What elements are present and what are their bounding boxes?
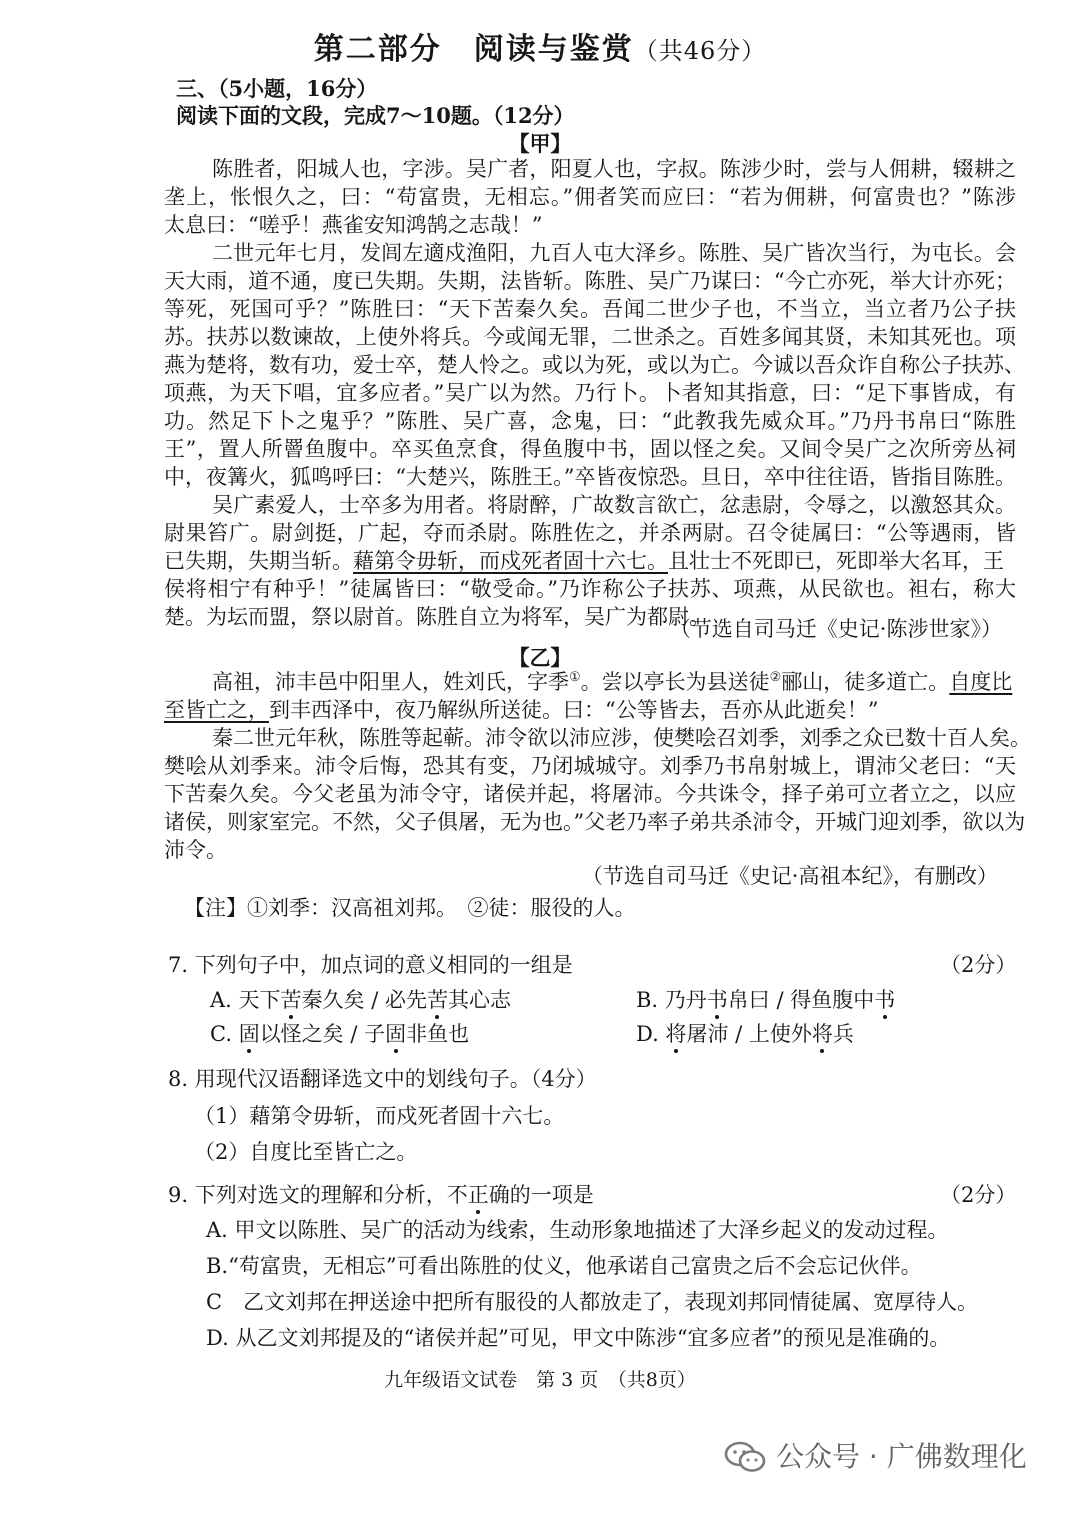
dotted-word: 书 (874, 985, 895, 1015)
passage-b-text: 郦山，徒多道亡。 (781, 670, 950, 694)
dotted-word: 书 (707, 985, 728, 1015)
passage-a-line: 项燕，为天下唱，宜多应者。”吴广以为然。乃行卜。卜者知其指意，曰：“足下事皆成，有 (164, 381, 1016, 405)
passage-a-line: 垄上，怅恨久之，曰：“苟富贵，无相忘。”佣者笑而应曰：“若为佣耕，何富贵也？”陈涉 (164, 185, 1016, 209)
question-7-points: （2分） (940, 953, 1017, 977)
passage-a-line-underlined (164, 546, 1016, 576)
option-text: 帛曰 / 得鱼腹中 (727, 988, 875, 1012)
passage-a-line: 二世元年七月，发闾左適戍渔阳，九百人屯大泽乡。陈胜、吴广皆次当行，为屯长。会 (212, 241, 1016, 265)
question-7-option-b (636, 985, 895, 1015)
watermark-text: 公众号 · 广佛数理化 (776, 1440, 1027, 1473)
passage-a-line: 尉果笞广。尉剑挺，广起，夺而杀尉。陈胜佐之，并杀两尉。召令徒属曰：“公等遇雨，皆 (164, 521, 1016, 545)
passage-a-line: 陈胜者，阳城人也，字涉。吴广者，阳夏人也，字叔。陈涉少时，尝与人佣耕，辍耕之 (212, 157, 1016, 181)
option-label: C. (210, 1022, 232, 1046)
question-8-sentence-2: （2）自度比至皆亡之。 (194, 1140, 418, 1164)
option-label: A. (210, 988, 232, 1012)
passage-a-line: 功。然足下卜之鬼乎？”陈胜、吴广喜，念鬼，曰：“此教我先威众耳。”乃丹书帛曰“陈胜 (164, 409, 1016, 433)
question-9-stem (168, 1180, 594, 1210)
part-score: （共46分） (633, 37, 767, 65)
passage-b-text: 高祖，沛丰邑中阳里人，姓刘氏，字季 (212, 670, 569, 694)
question-7-option-c (210, 1019, 469, 1049)
passage-b-marker: 【乙】 (508, 645, 572, 670)
question-8-stem: 8. 用现代汉语翻译选文中的划线句子。（4分） (168, 1067, 597, 1091)
passage-b-text: 。尝以亭长为县送徒 (580, 670, 770, 694)
question-8-sentence-1: （1）藉第令毋斩，而戍死者固十六七。 (194, 1104, 565, 1128)
page-footer: 九年级语文试卷 第 3 页 （共8页） (384, 1369, 696, 1391)
question-7-option-a (210, 985, 511, 1015)
part-title: 第二部分 阅读与鉴赏 (313, 32, 634, 67)
passage-a-text: 且壮士不死即已，死即举大名耳，王 (668, 549, 1004, 573)
dotted-word: 将 (665, 1019, 686, 1049)
question-text: 的一项是 (509, 1183, 594, 1207)
section-label: 三、（5小题，16分） (176, 76, 378, 101)
dotted-word: 固 (239, 1019, 260, 1049)
passage-a-line: 楚。为坛而盟，祭以尉首。陈胜自立为将军，吴广为都尉。 (164, 605, 710, 629)
question-9-option-a: A. 甲文以陈胜、吴广的活动为线索，生动形象地描述了大泽乡起义的发动过程。 (206, 1218, 949, 1242)
option-text: 屠沛 / 上使外 (686, 1022, 812, 1046)
note-2-marker: ② (769, 670, 782, 685)
underlined-sentence-2-cont: 至皆亡之， (164, 698, 269, 722)
passage-b-source: （节选自司马迁《史记·高祖本纪》，有删改） (581, 864, 998, 888)
option-text: 以怪之矣 / 子 (259, 1022, 386, 1046)
passage-b-line: 秦二世元年秋，陈胜等起蕲。沛令欲以沛应涉，使樊哙召刘季，刘季之众已数十百人矣。 (212, 726, 1031, 750)
passage-a-line: 等死，死国可乎？”陈胜曰：“天下苦秦久矣。吾闻二世少子也，不当立，当立者乃公子扶 (164, 297, 1016, 321)
passage-a-line: 中，夜篝火，狐鸣呼曰：“大楚兴，陈胜王。”卒皆夜惊恐。旦日，卒中往往语，皆指目陈胜。 (164, 465, 1016, 489)
question-9-option-b: B.“苟富贵，无相忘”可看出陈胜的仗义，他承诺自己富贵之后不会忘记伙伴。 (206, 1254, 922, 1278)
passage-b-line (164, 695, 1016, 725)
watermark (724, 1427, 1054, 1487)
passage-a-text: 已失期，失期当斩。 (164, 549, 353, 573)
passage-a-line: 天大雨，道不通，度已失期。失期，法皆斩。陈胜、吴广乃谋曰：“今亡亦死，举大计亦死； (164, 269, 1016, 293)
question-text: 9. 下列对选文的理解和分析， (168, 1183, 447, 1207)
underlined-sentence-2: 自度比 (949, 670, 1013, 694)
annotation-note: 【注】①刘季：汉高祖刘邦。 ②徒：服役的人。 (184, 896, 636, 920)
passage-a-line: 王”，置人所罾鱼腹中。卒买鱼烹食，得鱼腹中书，固以怪之矣。又间令吴广之次所旁丛祠 (164, 437, 1016, 461)
dotted-word: 不正确 (447, 1180, 510, 1210)
passage-a-marker: 【甲】 (508, 131, 572, 156)
option-text: 乃丹 (664, 988, 707, 1012)
section-instruction: 阅读下面的文段，完成7～10题。（12分） (176, 103, 575, 128)
passage-a-line: 吴广素爱人，士卒多为用者。将尉醉，广故数言欲亡，忿恚尉，令辱之，以激怒其众。 (212, 493, 1016, 517)
question-9-option-d: D. 从乙文刘邦提及的“诸侯并起”可见，甲文中陈涉“宜多应者”的预见是准确的。 (206, 1326, 951, 1350)
wechat-icon (724, 1441, 766, 1473)
option-text: 非鱼也 (406, 1022, 470, 1046)
passage-b-line: 下苦秦久矣。今父老虽为沛令守，诸侯并起，将屠沛。今共诛令，择子弟可立者立之，以应 (164, 782, 1016, 806)
option-text: 秦久矣 / 必先 (301, 988, 427, 1012)
option-text: 天下 (238, 988, 281, 1012)
dotted-word: 苦 (281, 985, 302, 1015)
passage-b-line: 诸侯，则家室完。不然，父子俱屠，无为也。”父老乃率子弟共杀沛令，开城门迎刘季，欲以为 (164, 810, 1026, 834)
dotted-word: 苦 (427, 985, 448, 1015)
passage-b-line: 沛令。 (164, 838, 227, 862)
passage-a-line: 苏。扶苏以数谏故，上使外将兵。今或闻无罪，二世杀之。百姓多闻其贤，未知其死也。项 (164, 325, 1016, 349)
question-7-stem: 7. 下列句子中，加点词的意义相同的一组是 (168, 953, 573, 977)
passage-b-line (212, 667, 1016, 697)
passage-a-source: （节选自司马迁《史记·陈涉世家》） (669, 617, 1002, 641)
passage-a-line: 侯将相宁有种乎！”徒属皆曰：“敬受命。”乃诈称公子扶苏、项燕，从民欲也。袒右，称大 (164, 577, 1016, 601)
option-text: 其心志 (447, 988, 511, 1012)
question-7-option-d (636, 1019, 854, 1049)
underlined-sentence-1: 藉第令毋斩，而戍死者固十六七。 (353, 549, 668, 573)
page-title (0, 28, 1080, 73)
passage-b-text: 到丰西泽中，夜乃解纵所送徒。曰：“公等皆去，吾亦从此逝矣！” (269, 698, 879, 722)
question-9-points: （2分） (940, 1183, 1017, 1207)
option-label: D. (636, 1022, 659, 1046)
dotted-word: 固 (385, 1019, 406, 1049)
passage-b-line: 樊哙从刘季来。沛令后悔，恐其有变，乃闭城城守。刘季乃书帛射城上，谓沛父老曰：“天 (164, 754, 1016, 778)
question-9-option-c: C 乙文刘邦在押送途中把所有服役的人都放走了，表现刘邦同情徒属、宽厚待人。 (206, 1290, 979, 1314)
passage-a-line: 燕为楚将，数有功，爱士卒，楚人怜之。或以为死，或以为亡。今诚以吾众诈自称公子扶苏、 (164, 353, 1025, 377)
dotted-word: 将 (812, 1019, 833, 1049)
passage-a-line: 太息曰：“嗟乎！燕雀安知鸿鹄之志哉！” (164, 213, 543, 237)
option-label: B. (636, 988, 659, 1012)
note-1-marker: ① (569, 670, 581, 685)
option-text: 兵 (832, 1022, 854, 1046)
